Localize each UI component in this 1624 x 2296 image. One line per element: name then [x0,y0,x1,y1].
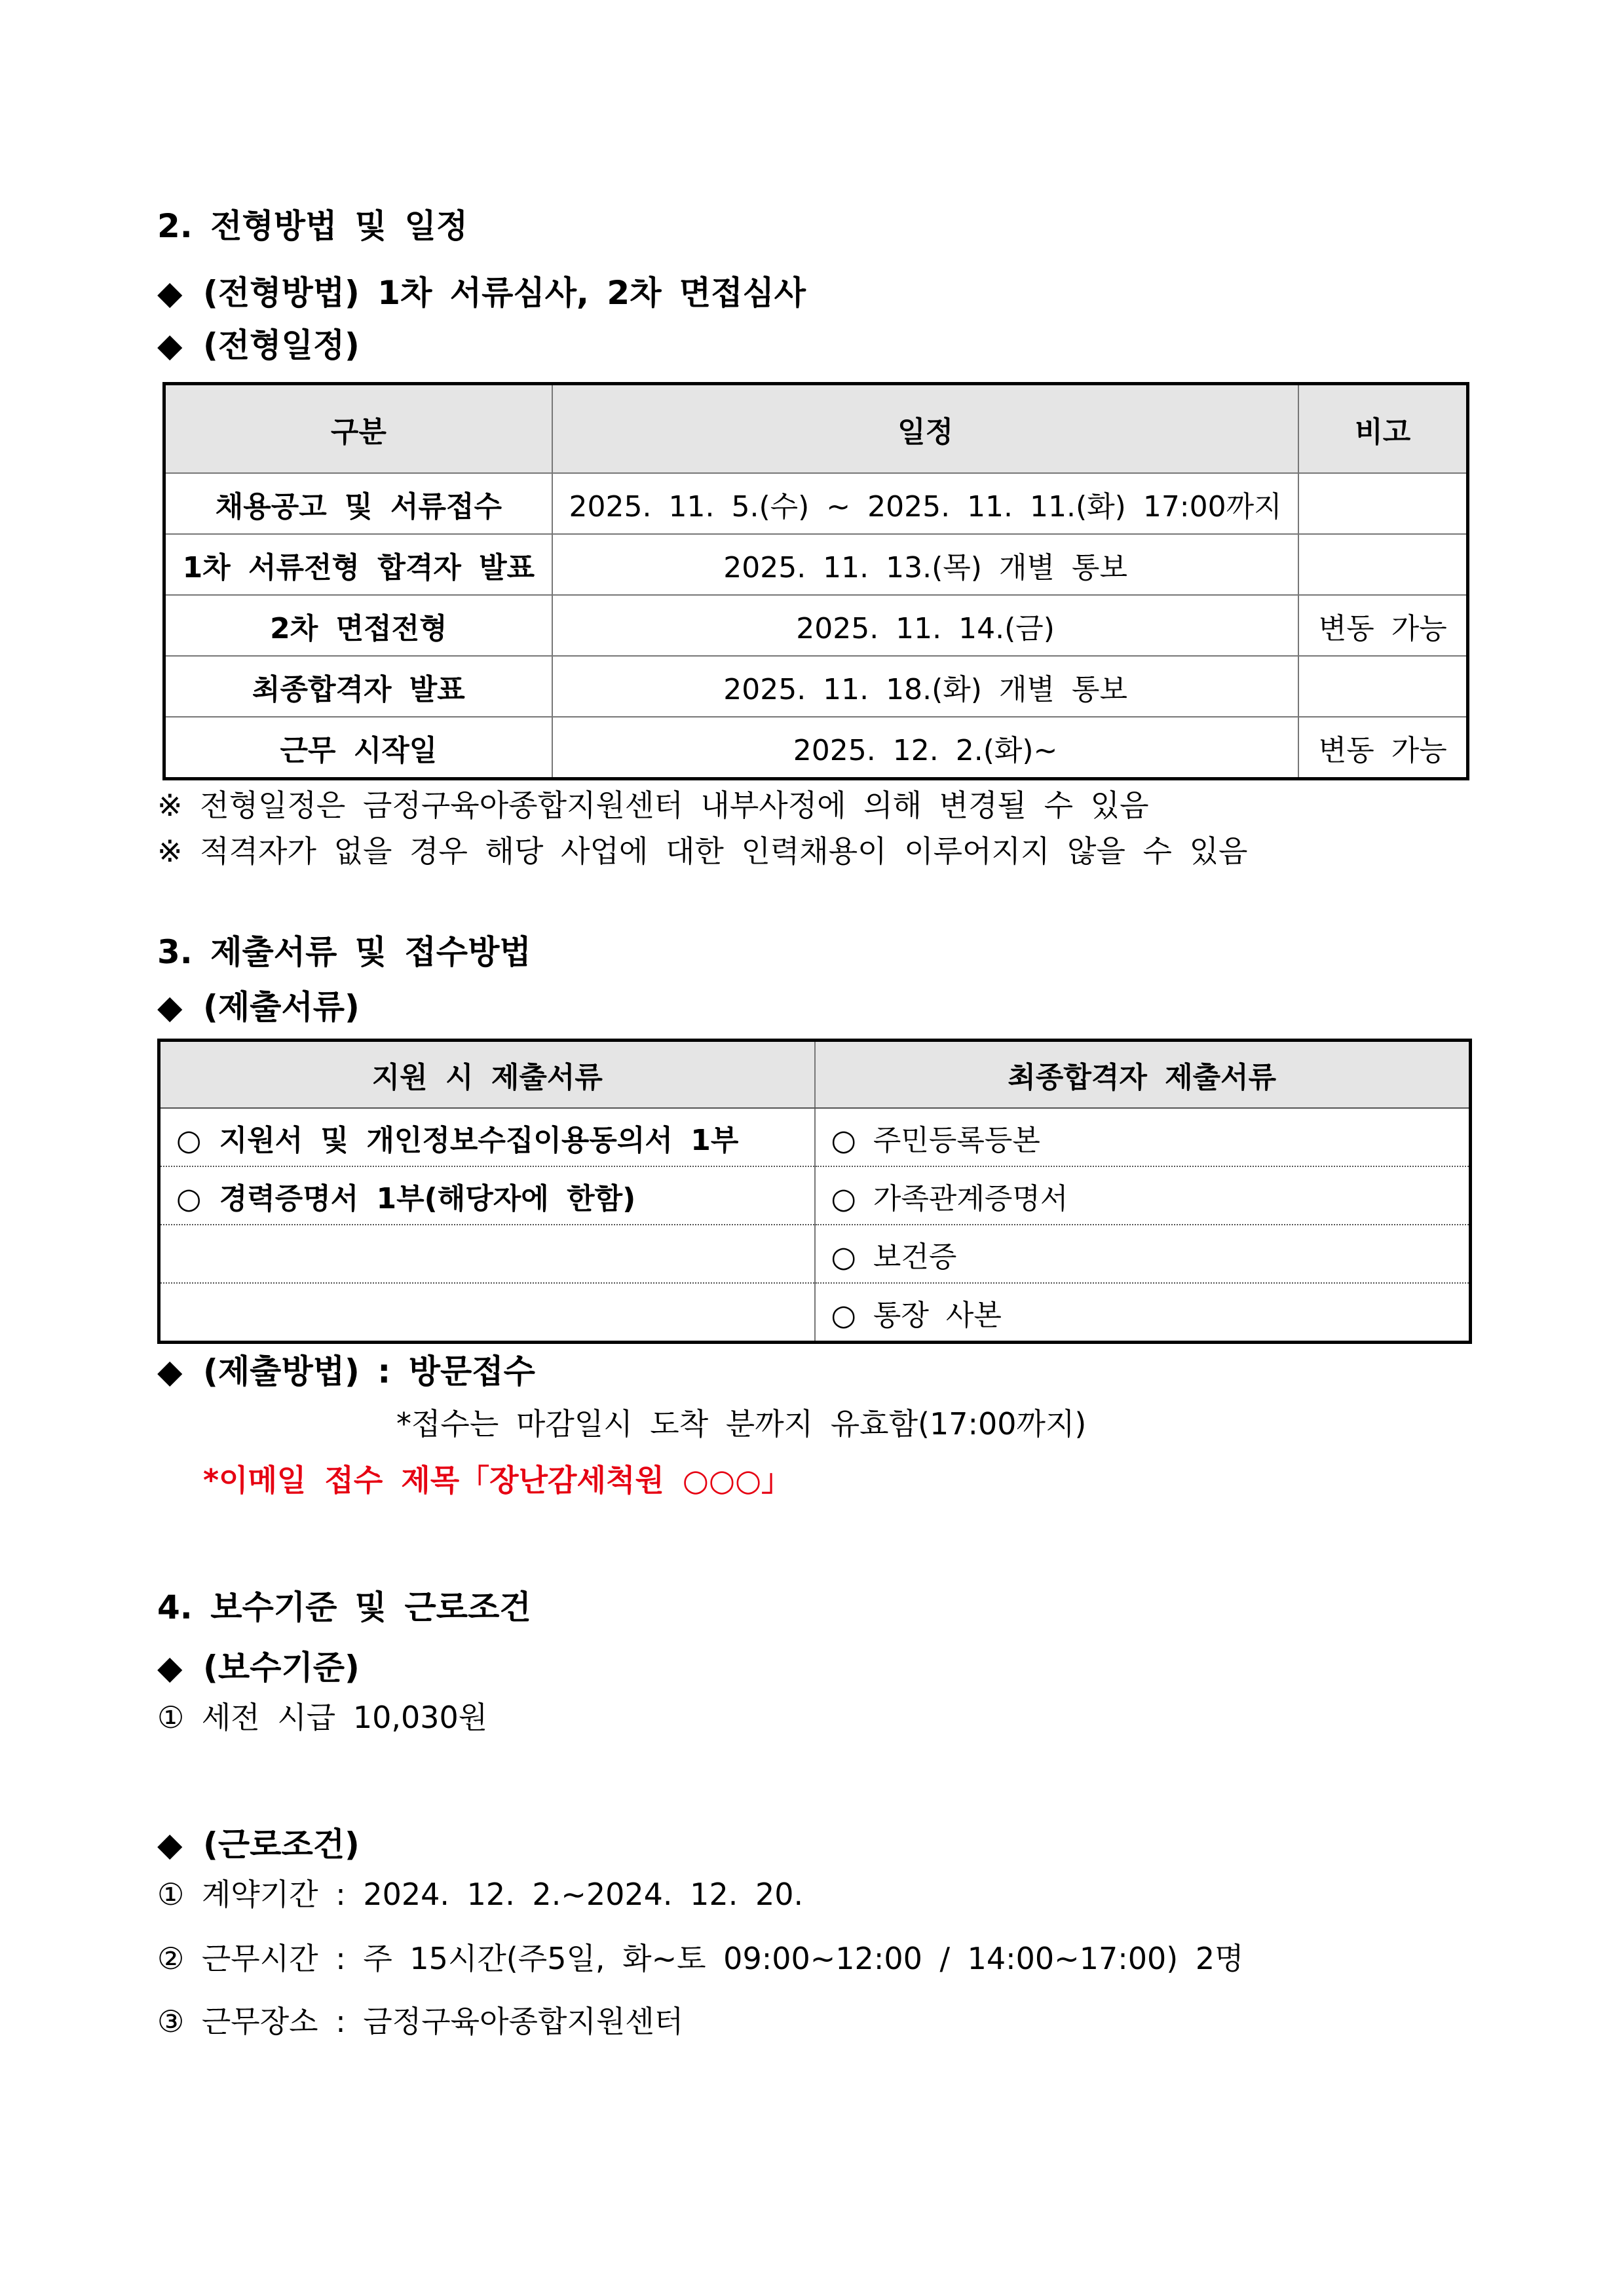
email-subject-note: *이메일 접수 제목「장난감세척원 ○○○」 [203,1463,792,1498]
section-4-title: 4. 보수기준 및 근로조건 [157,1588,531,1626]
final-doc: ○ 가족관계증명서 [815,1166,1471,1225]
final-doc: ○ 통장 사본 [815,1283,1471,1343]
row-note [1298,473,1467,534]
section-3-title: 3. 제출서류 및 접수방법 [157,933,531,971]
row-item: 1차 서류전형 합격자 발표 [164,534,552,595]
header-cell: 구분 [164,384,552,474]
row-date: 2025. 11. 13.(목) 개별 통보 [552,534,1299,595]
docs-label: (제출서류) [203,988,360,1026]
method-text: (전형방법) 1차 서류심사, 2차 면접심사 [203,274,806,312]
row-note: 변동 가능 [1298,717,1467,779]
row-item: 2차 면접전형 [164,595,552,656]
schedule-note: ※ 적격자가 없을 경우 해당 사업에 대한 인력채용이 이루어지지 않을 수 있음 [157,833,1248,869]
diamond-bullet-icon: ◆ [157,988,183,1026]
table-header-row [164,384,1468,474]
deadline-note: *접수는 마감일시 도착 분까지 유효함(17:00까지) [396,1406,1087,1442]
schedule-table [162,382,1469,780]
table-header-row [159,1041,1471,1109]
condition-item: ② 근무시간 : 주 15시간(주5일, 화~토 09:00~12:00 / 14:00~17:00) 2명 [157,1941,1244,1976]
submission-method-line [157,1345,535,1392]
row-note: 변동 가능 [1298,595,1467,656]
row-item: 채용공고 및 서류접수 [164,473,552,534]
diamond-bullet-icon: ◆ [157,1649,183,1687]
row-item: 최종합격자 발표 [164,656,552,717]
row-date: 2025. 11. 18.(화) 개별 통보 [552,656,1299,717]
diamond-bullet-icon: ◆ [157,326,183,364]
submission-method: (제출방법) : 방문접수 [203,1352,535,1390]
table-row [164,473,1468,534]
pay-item: ① 세전 시급 10,030원 [157,1700,488,1735]
table-row [164,534,1468,595]
method-line [157,267,806,314]
table-row [164,656,1468,717]
table-row [159,1225,1471,1283]
applicant-doc [159,1225,815,1283]
table-row [164,595,1468,656]
applicant-doc: ○ 지원서 및 개인정보수집이용동의서 1부 [159,1108,815,1166]
schedule-label: (전형일정) [203,326,360,364]
row-date: 2025. 11. 5.(수) ~ 2025. 11. 11.(화) 17:00까지 [552,473,1299,534]
row-note [1298,534,1467,595]
final-doc: ○ 주민등록등본 [815,1108,1471,1166]
row-date: 2025. 12. 2.(화)~ [552,717,1299,779]
applicant-doc: ○ 경력증명서 1부(해당자에 한함) [159,1166,815,1225]
table-row [159,1283,1471,1343]
documents-table [157,1039,1472,1344]
final-doc: ○ 보건증 [815,1225,1471,1283]
header-cell: 최종합격자 제출서류 [815,1041,1471,1109]
schedule-note: ※ 전형일정은 금정구육아종합지원센터 내부사정에 의해 변경될 수 있음 [157,788,1149,823]
condition-item: ① 계약기간 : 2024. 12. 2.~2024. 12. 20. [157,1877,804,1912]
table-row [164,717,1468,779]
section-2-title: 2. 전형방법 및 일정 [157,207,468,245]
docs-label-line [157,981,360,1028]
schedule-label-line [157,319,360,366]
header-cell: 비고 [1298,384,1467,474]
diamond-bullet-icon: ◆ [157,1352,183,1390]
diamond-bullet-icon: ◆ [157,1826,183,1864]
header-cell: 지원 시 제출서류 [159,1041,815,1109]
pay-label-line [157,1641,360,1689]
table-row [159,1108,1471,1166]
row-note [1298,656,1467,717]
applicant-doc [159,1283,815,1343]
row-date: 2025. 11. 14.(금) [552,595,1299,656]
conditions-label: (근로조건) [203,1826,360,1864]
header-cell: 일정 [552,384,1299,474]
condition-item: ③ 근무장소 : 금정구육아종합지원센터 [157,2004,684,2039]
row-item: 근무 시작일 [164,717,552,779]
pay-label: (보수기준) [203,1649,360,1687]
diamond-bullet-icon: ◆ [157,274,183,312]
table-row [159,1166,1471,1225]
conditions-label-line [157,1818,360,1866]
